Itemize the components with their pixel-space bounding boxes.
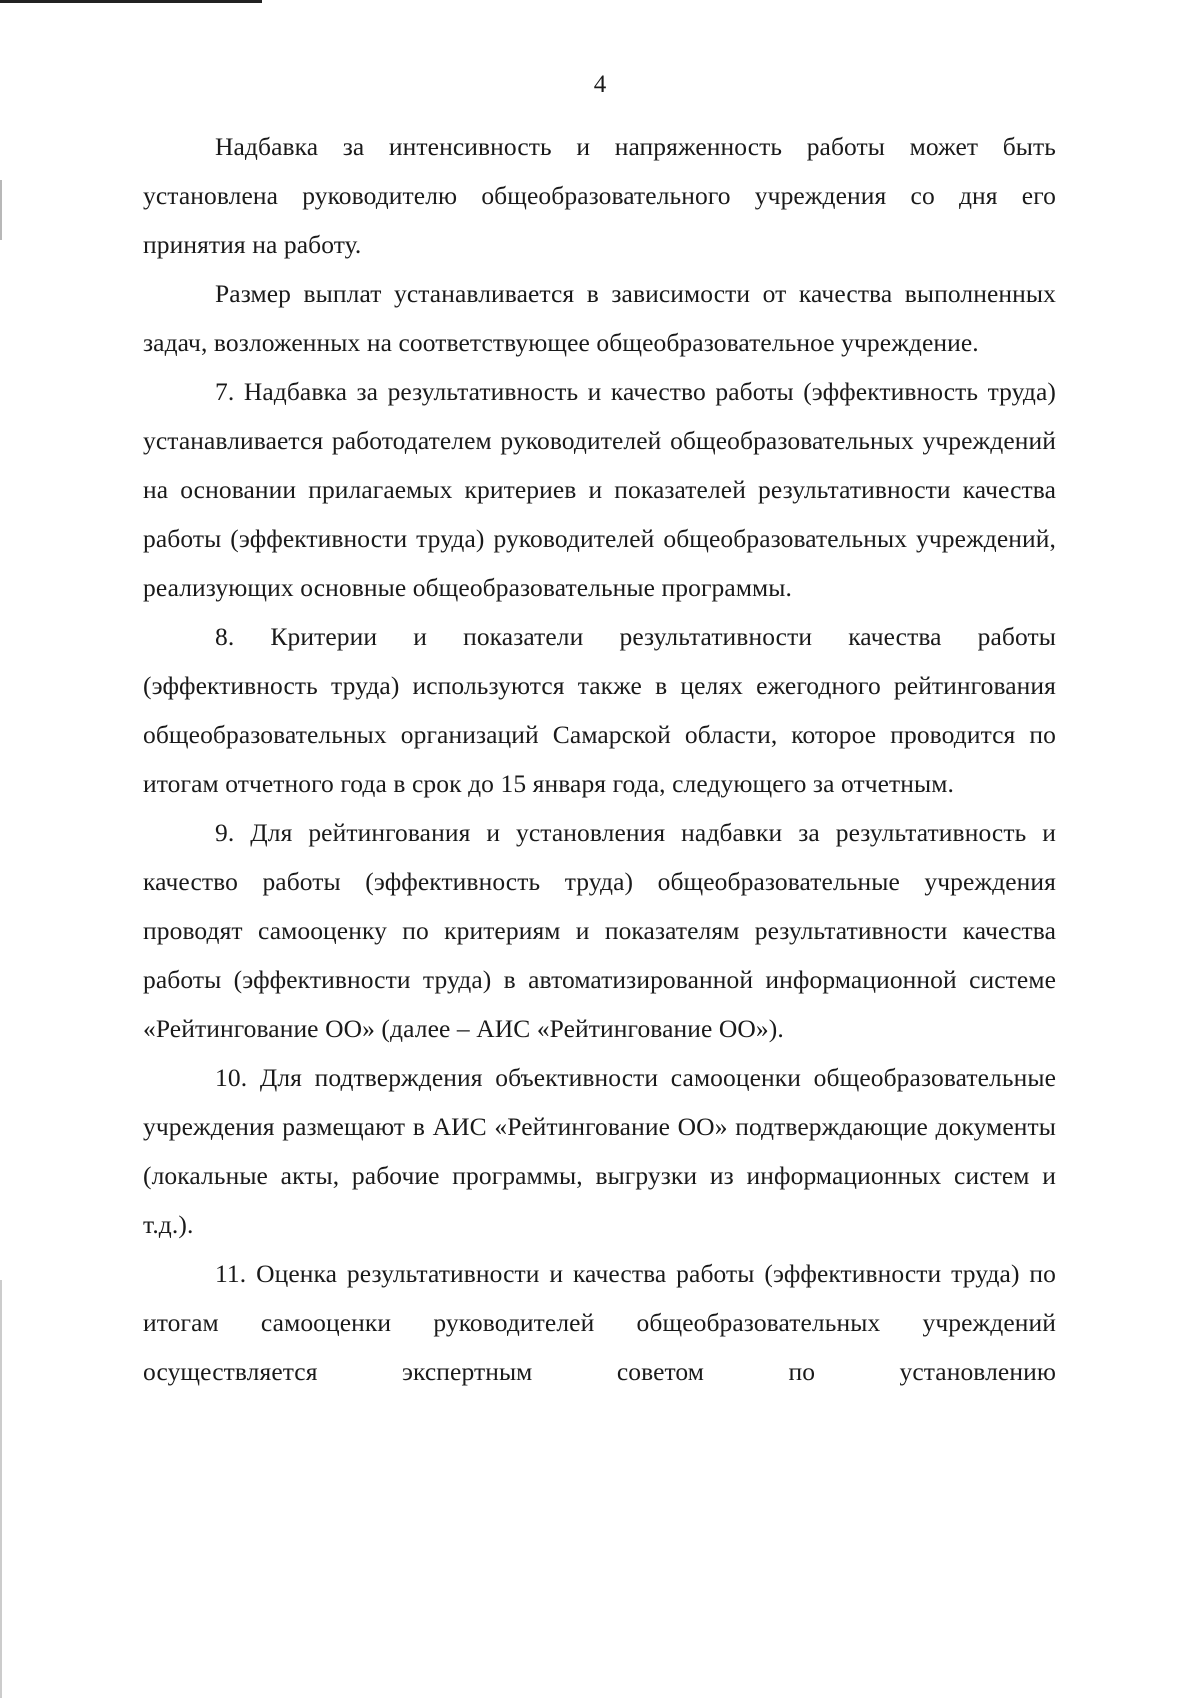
paragraph-item-8: 8. Критерии и показатели результативности качества работы (эффективность труда) используются также в целях ежегодного рейтингования общеобразовательных организаций Самарской области, которое проводится по итогам отчетного года в срок до 15 января года, следующего за отчетным. [143,622,1056,798]
paragraph-payment-size: Размер выплат устанавливается в зависимости от качества выполненных задач, возложенных на соответствующее общеобразовательное учреждение. [143,279,1056,357]
paragraph-item-7: 7. Надбавка за результативность и качество работы (эффективность труда) устанавливается работодателем руководителей общеобразовательных учреждений на основании прилагаемых критериев и показателей результативности качества работы (эффективности труда) руководителей общеобразовательных учреждений, реализующих основные общеобразовательные программы. [143,377,1056,602]
paragraph-item-10: 10. Для подтверждения объективности самооценки общеобразовательные учреждения размещают в АИС «Рейтингование ОО» подтверждающие документы (локальные акты, рабочие программы, выгрузки из информационных систем и т.д.). [143,1063,1056,1239]
paragraph-item-11: 11. Оценка результативности и качества работы (эффективности труда) по итогам самооценки руководителей общеобразовательных учреждений осуществляется экспертным советом по установлению [143,1259,1056,1386]
paragraph-allowance-intensity: Надбавка за интенсивность и напряженность работы может быть установлена руководителю общеобразовательного учреждения со дня его принятия на работу. [143,132,1056,259]
scan-artifact-left-edge [0,0,2,1698]
document-body [143,122,1056,1396]
scan-artifact-top-line [0,0,262,3]
page-number: 4 [593,71,607,98]
paragraph-item-9: 9. Для рейтингования и установления надбавки за результативность и качество работы (эффективность труда) общеобразовательные учреждения проводят самооценку по критериям и показателям результативности качества работы (эффективности труда) в автоматизированной информационной системе «Рейтингование ОО» (далее – АИС «Рейтингование ОО»). [143,818,1056,1043]
